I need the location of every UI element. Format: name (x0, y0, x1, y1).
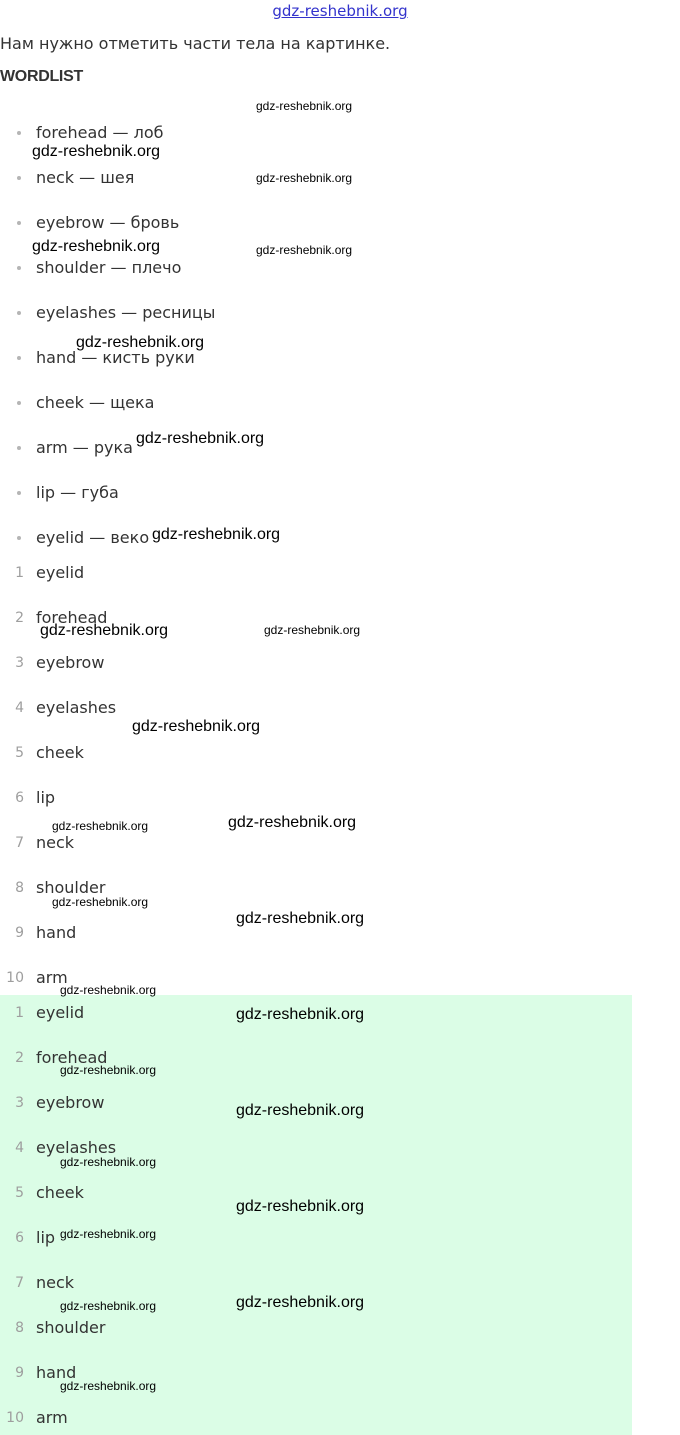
wordlist-item-text: eyebrow — бровь (36, 213, 180, 232)
wordlist-item-text: eyelid — веко (36, 528, 150, 547)
item-number: 10 (6, 970, 24, 986)
answer-word: eyebrow (36, 1093, 105, 1112)
answer-word: cheek (36, 1183, 84, 1202)
item-number: 6 (15, 790, 24, 806)
watermark: gdz-reshebnik.org (60, 1299, 157, 1313)
answer-number: 1 (15, 1005, 24, 1021)
wordlist-item (0, 301, 400, 325)
item-number: 5 (15, 745, 24, 761)
watermark: gdz-reshebnik.org (228, 814, 357, 831)
watermark: gdz-reshebnik.org (60, 1379, 157, 1393)
wordlist-item-text: forehead — лоб (36, 123, 164, 142)
watermark: gdz-reshebnik.org (256, 171, 353, 185)
wordlist-item-text: hand — кисть руки (36, 348, 195, 367)
wordlist-item-text: neck — шея (36, 168, 135, 187)
watermark: gdz-reshebnik.org (40, 622, 169, 639)
item-number: 4 (15, 700, 24, 716)
label-item (0, 741, 400, 765)
watermark: gdz-reshebnik.org (132, 718, 261, 735)
item-number: 2 (15, 610, 24, 626)
watermark: gdz-reshebnik.org (236, 1006, 365, 1023)
bullet-icon (17, 311, 21, 315)
answer-number: 5 (15, 1185, 24, 1201)
watermark: gdz-reshebnik.org (236, 1102, 365, 1119)
wordlist-item-text: arm — рука (36, 438, 133, 457)
wordlist-title: WORDLIST (0, 68, 83, 85)
label-item (0, 561, 400, 585)
answer-word: hand (36, 1363, 77, 1382)
answer-word: lip (36, 1228, 56, 1247)
wordlist-item (0, 211, 400, 235)
bullet-icon (17, 356, 21, 360)
answer-word: eyelashes (36, 1138, 117, 1157)
wordlist-item (0, 391, 400, 415)
watermark: gdz-reshebnik.org (236, 910, 365, 927)
item-number: 7 (15, 835, 24, 851)
item-word: eyebrow (36, 653, 105, 672)
intro-text: Нам нужно отметить части тела на картинке. (0, 34, 391, 53)
watermark: gdz-reshebnik.org (256, 243, 353, 257)
answer-item (0, 1406, 400, 1430)
bullet-icon (17, 131, 21, 135)
answer-number: 2 (15, 1050, 24, 1066)
bullet-icon (17, 176, 21, 180)
wordlist-item (0, 256, 400, 280)
item-word: eyelashes (36, 698, 117, 717)
label-item (0, 786, 400, 810)
wordlist-item-text: cheek — щека (36, 393, 155, 412)
watermark: gdz-reshebnik.org (32, 238, 161, 255)
answer-word: eyelid (36, 1003, 85, 1022)
bullet-icon (17, 266, 21, 270)
bullet-icon (17, 536, 21, 540)
watermark: gdz-reshebnik.org (152, 526, 281, 543)
label-item (0, 696, 400, 720)
watermark: gdz-reshebnik.org (60, 1155, 157, 1169)
item-word: arm (36, 968, 68, 987)
item-word: cheek (36, 743, 84, 762)
item-word: neck (36, 833, 75, 852)
watermark: gdz-reshebnik.org (52, 819, 149, 833)
watermark: gdz-reshebnik.org (60, 1227, 157, 1241)
item-number: 9 (15, 925, 24, 941)
item-number: 8 (15, 880, 24, 896)
answer-item (0, 1271, 400, 1295)
label-item (0, 831, 400, 855)
wordlist-item-text: shoulder — плечо (36, 258, 182, 277)
wordlist-item (0, 481, 400, 505)
watermark: gdz-reshebnik.org (236, 1198, 365, 1215)
answer-item (0, 1316, 400, 1340)
wordlist-item-text: eyelashes — ресницы (36, 303, 216, 322)
answer-word: neck (36, 1273, 75, 1292)
watermark: gdz-reshebnik.org (52, 895, 149, 909)
answer-number: 8 (15, 1320, 24, 1336)
answer-number: 7 (15, 1275, 24, 1291)
watermark: gdz-reshebnik.org (60, 983, 157, 997)
bullet-icon (17, 401, 21, 405)
bullet-icon (17, 491, 21, 495)
wordlist-item-text: lip — губа (36, 483, 119, 502)
watermark: gdz-reshebnik.org (264, 623, 361, 637)
wordlist-item (0, 121, 400, 145)
item-word: shoulder (36, 878, 106, 897)
answer-word: forehead (36, 1048, 108, 1067)
site-title[interactable]: gdz-reshebnik.org (272, 2, 408, 20)
answer-word: arm (36, 1408, 68, 1427)
item-number: 3 (15, 655, 24, 671)
item-word: eyelid (36, 563, 85, 582)
answer-number: 10 (6, 1410, 24, 1426)
answer-word: shoulder (36, 1318, 106, 1337)
answer-number: 4 (15, 1140, 24, 1156)
watermark: gdz-reshebnik.org (60, 1063, 157, 1077)
bullet-icon (17, 446, 21, 450)
item-number: 1 (15, 565, 24, 581)
bullet-icon (17, 221, 21, 225)
watermark: gdz-reshebnik.org (136, 430, 265, 447)
item-word: lip (36, 788, 56, 807)
answer-number: 9 (15, 1365, 24, 1381)
answer-number: 3 (15, 1095, 24, 1111)
watermark: gdz-reshebnik.org (236, 1294, 365, 1311)
item-word: forehead (36, 608, 108, 627)
answer-number: 6 (15, 1230, 24, 1246)
label-item (0, 651, 400, 675)
watermark: gdz-reshebnik.org (32, 143, 161, 160)
watermark: gdz-reshebnik.org (256, 99, 353, 113)
item-word: hand (36, 923, 77, 942)
watermark: gdz-reshebnik.org (76, 334, 205, 351)
